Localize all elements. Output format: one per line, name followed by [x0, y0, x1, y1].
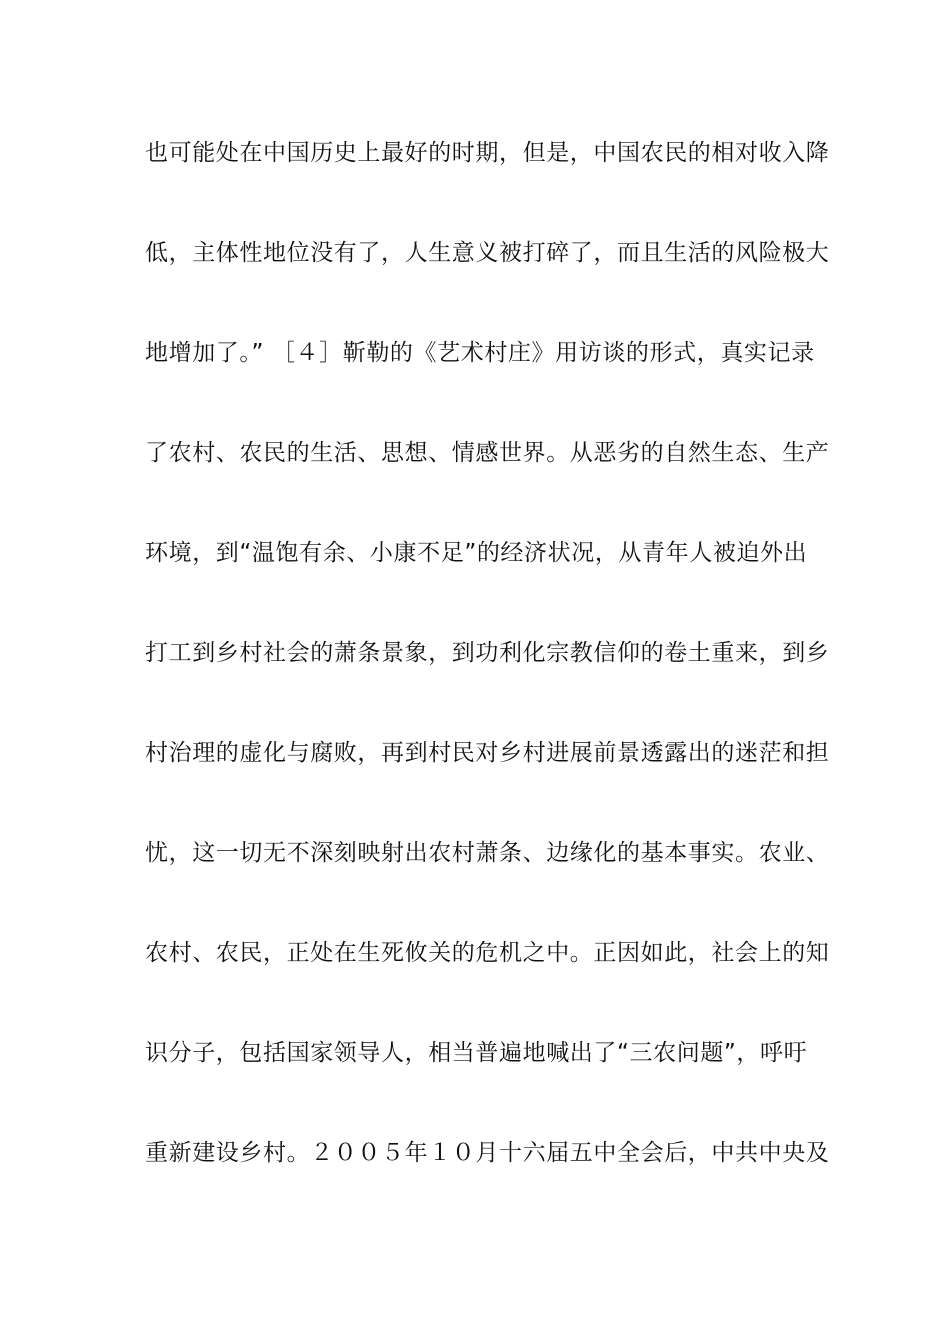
- body-text: [145, 128, 830, 1228]
- text-line: 低，主体性地位没有了，人生意义被打碎了，而且生活的风险极大: [145, 240, 830, 266]
- text-line: 环境，到“温饱有余、小康不足”的经济状况，从青年人被迫外出: [145, 540, 808, 566]
- text-line: 也可能处在中国历史上最好的时期，但是，中国农民的相对收入降: [145, 140, 830, 166]
- text-line: 了农村、农民的生活、思想、情感世界。从恶劣的自然生态、生产: [145, 440, 830, 466]
- text-line: 打工到乡村社会的萧条景象，到功利化宗教信仰的卷土重来，到乡: [145, 640, 830, 666]
- text-line: 重新建设乡村。２００５年１０月十六届五中全会后，中共中央及: [145, 1140, 830, 1166]
- text-line: 村治理的虚化与腐败，再到村民对乡村进展前景透露出的迷茫和担: [145, 740, 830, 766]
- text-line: 忧，这一切无不深刻映射出农村萧条、边缘化的基本事实。农业、: [145, 840, 830, 866]
- text-line: 识分子，包括国家领导人，相当普遍地喊出了“三农问题”，呼吁: [145, 1040, 808, 1066]
- text-line: 地增加了。” ［４］靳勒的《艺术村庄》用访谈的形式，真实记录: [145, 340, 815, 366]
- text-line: 农村、农民，正处在生死攸关的危机之中。正因如此，社会上的知: [145, 940, 830, 966]
